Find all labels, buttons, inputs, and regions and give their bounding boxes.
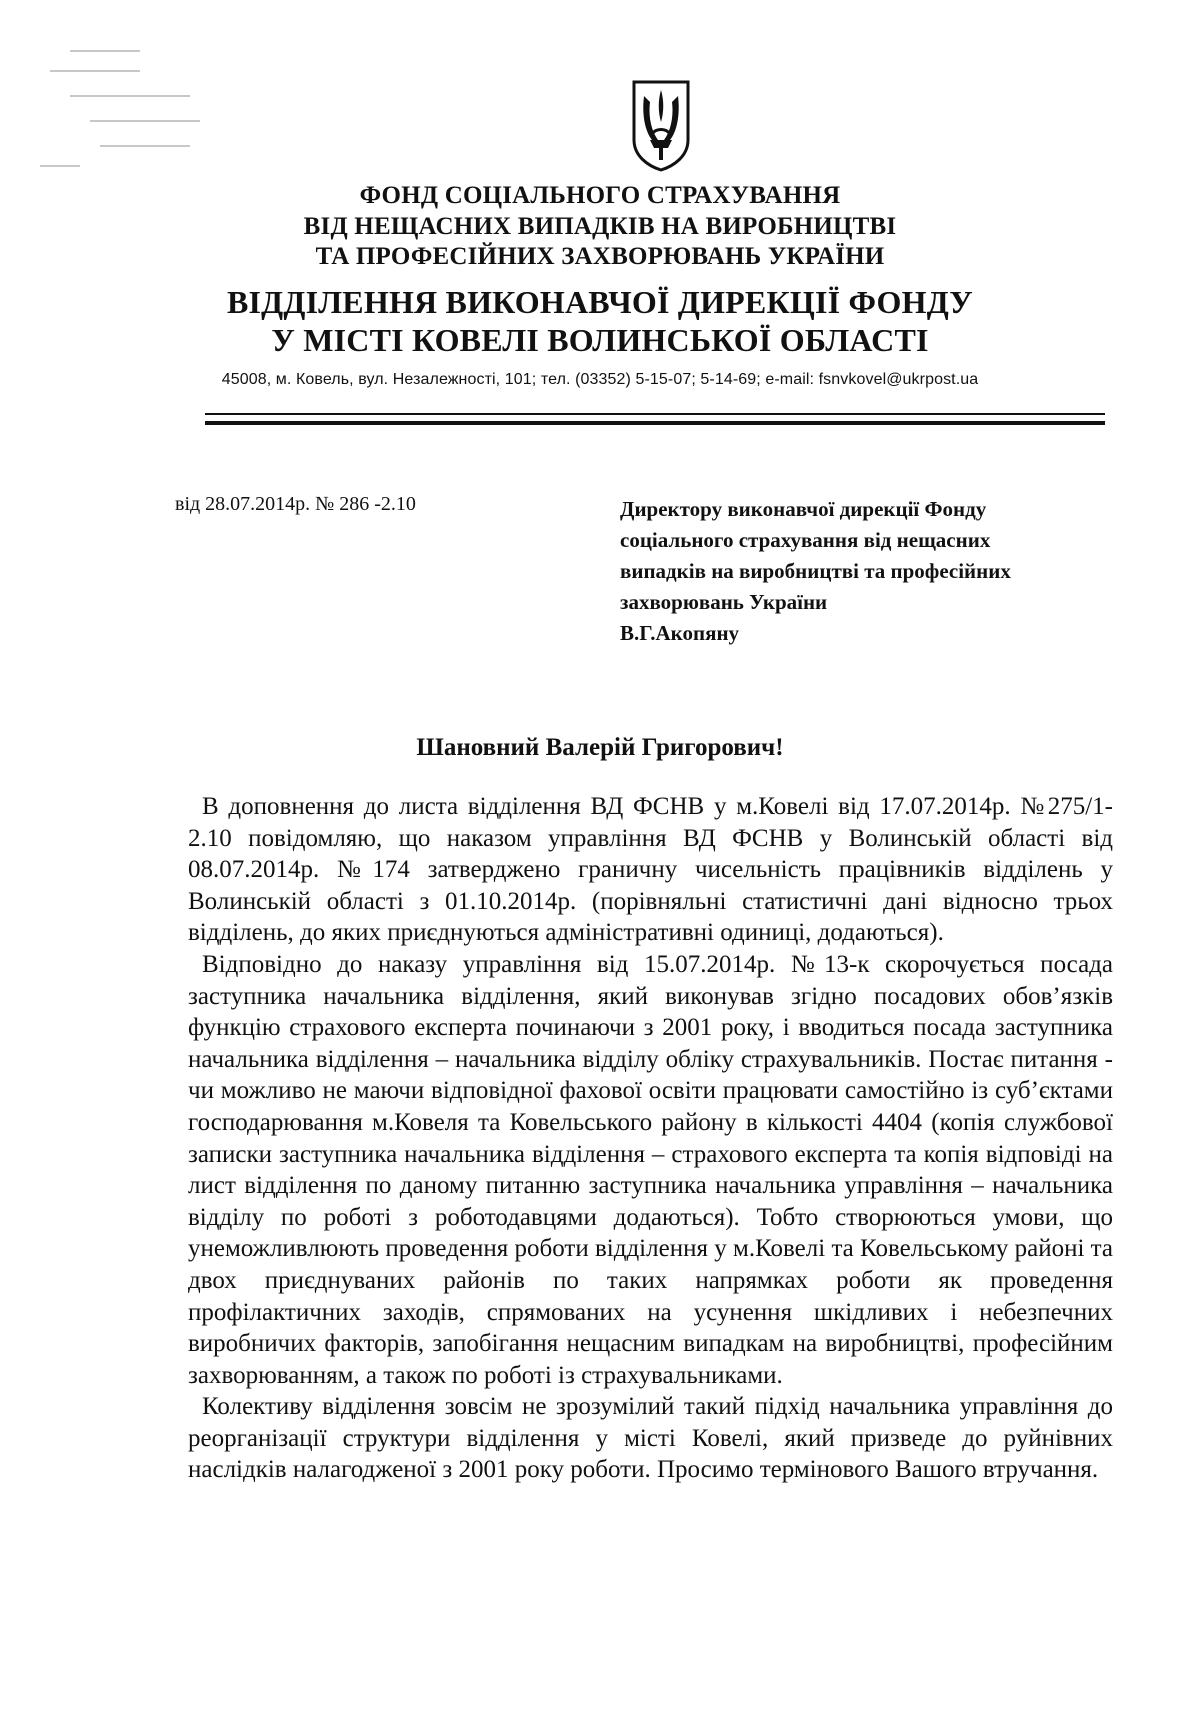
paragraph-2: Відповідно до наказу управління від 15.07.2014р. №13-к скорочується посада заступника начальника відділення, який виконував згідно посадових обов’язків функцію страхового експерта починаючи з 2001 року, і вводиться посада заступника начальника відділення – начальника відділу обліку страхувальників. Постає питання - чи можливо не маючи відповідної фахової освіти працювати самостійно із суб’єктами господарювання м.Ковеля та Ковельського району в кількості 4404 (копія службової записки заступника начальника відділення – страхового експерта та копія відповіді на лист відділення по даному питанню заступника начальника управління – начальника відділу по роботі з роботодавцями додаються). Тобто створюються умови, що унеможливлюють проведення роботи відділення у м.Ковелі та Ковельському районі та двох приєднуваних районів по таких напрямках роботи як проведення профілактичних заходів, спрямованих на усунення шкідливих і небезпечних виробничих факторів, запобігання нещасним випадкам на виробництві, професійним захворюванням, а також по роботі із страхувальниками. [188,950,1113,1389]
branch-name-line-1: ВІДДІЛЕННЯ ВИКОНАВЧОЇ ДИРЕКЦІЇ ФОНДУ [226,284,973,320]
recipient-line: захворювань України [620,590,828,614]
header-divider-thin [205,413,1105,415]
tryzub-icon [630,78,692,172]
org-name-line-1: ФОНД СОЦІАЛЬНОГО СТРАХУВАННЯ [359,182,841,209]
org-name-line-2: ВІД НЕЩАСНИХ ВИПАДКІВ НА ВИРОБНИЦТВІ [303,213,897,240]
coat-of-arms [630,78,692,172]
branch-name-line-2: У МІСТІ КОВЕЛІ ВОЛИНСЬКОЇ ОБЛАСТІ [271,322,929,358]
address-line: 45008, м. Ковель, вул. Незалежності, 101; тел. (03352) 5-15-07; 5-14-69; e-mail: fsnvkovel@ukrpost.ua [221,371,979,388]
header-divider-thick [205,421,1105,425]
salutation: Шановний Валерій Григорович! [416,734,784,761]
paragraph-3: Колективу відділення зовсім не зрозумілий такий підхід начальника управління до реорганізації структури відділення у місті Ковелі, який призведе до руйнівних наслідків налагодженої з 2001 року роботи. Просимо термінового Вашого втручання. [188,1393,1113,1484]
recipient-line: Директору виконавчої дирекції Фонду [620,497,987,521]
letter-body [188,791,1113,1486]
recipient-line: випадків на виробництві та професійних [620,559,1011,583]
org-name-line-3: ТА ПРОФЕСІЙНИХ ЗАХВОРЮВАНЬ УКРАЇНИ [315,243,885,270]
recipient-line: В.Г.Акопяну [620,621,740,645]
recipient-line: соціального страхування від нещасних [620,528,991,552]
document-reference: від 28.07.2014р. № 286 -2.10 [175,493,416,515]
recipient-block [620,494,1120,649]
paragraph-1: В доповнення до листа відділення ВД ФСНВ у м.Ковелі від 17.07.2014р. №275/1-2.10 повідомляю, що наказом управління ВД ФСНВ у Волинській області від 08.07.2014р. №174 затверджено граничну чисельність працівників відділень у Волинській області з 01.10.2014р. (порівняльні статистичні дані відносно трьох відділень, до яких приєднуються адміністративні одиниці, додаються). [188,793,1113,947]
scan-artifacts [30,40,210,200]
